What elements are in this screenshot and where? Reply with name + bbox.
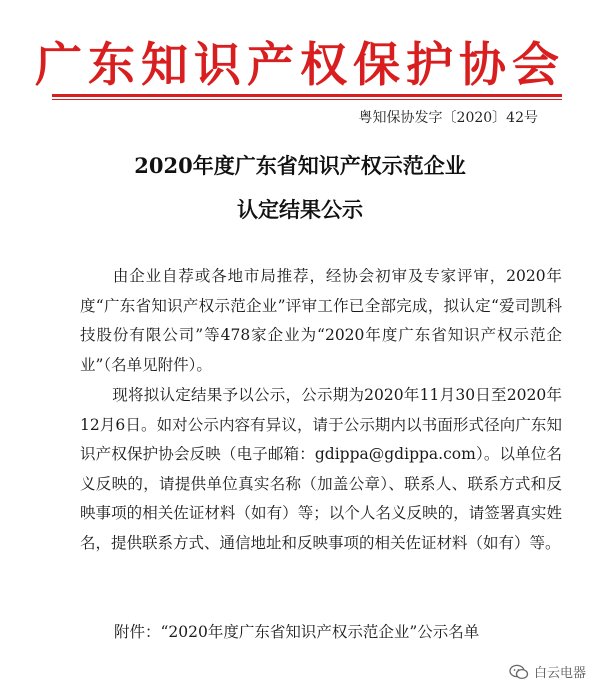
body-paragraph-1 <box>80 262 562 380</box>
body-paragraph-2 <box>80 381 562 558</box>
document-title-line-2: 认定结果公示 <box>237 197 363 222</box>
wechat-watermark <box>509 662 586 681</box>
watermark-text: 白云电器 <box>533 666 586 681</box>
wechat-icon <box>509 664 529 680</box>
document-title-line-1: 2020年度广东省知识产权示范企业 <box>134 153 466 178</box>
letterhead-red-rule <box>52 94 562 97</box>
org-letterhead-title: 广东知识产权保护协会 <box>35 38 565 93</box>
body-paragraph-1-text: 由企业自荐或各地市局推荐，经协会初审及专家评审，2020年度“广东省知识产权示范企业”评审工作已全部完成，拟认定“爱司凯科技股份有限公司”等478家企业为“2020年度广东省知识产权示范企业”（名单见附件）。 <box>80 267 562 374</box>
attachment-line: 附件：“2020年度广东省知识产权示范企业”公示名单 <box>114 623 480 641</box>
body-paragraph-2-text: 现将拟认定结果予以公示，公示期为2020年11月30日至2020年12月6日。如对公示内容有异议，请于公示期内以书面形式径向广东知识产权保护协会反映（电子邮箱：gdippa@gdippa.com）。以单位名义反映的，请提供单位真实名称（加盖公章）、联系人、联系方式和反映事项的相关佐证材料（如有）等；以个人名义反映的，请签署真实姓名，提供联系方式、通信地址和反映事项的相关佐证材料（如有）等。 <box>80 386 562 552</box>
letterhead-red-rule-thin <box>52 99 562 100</box>
document-number: 粤知保协发字〔2020〕42号 <box>358 110 538 126</box>
